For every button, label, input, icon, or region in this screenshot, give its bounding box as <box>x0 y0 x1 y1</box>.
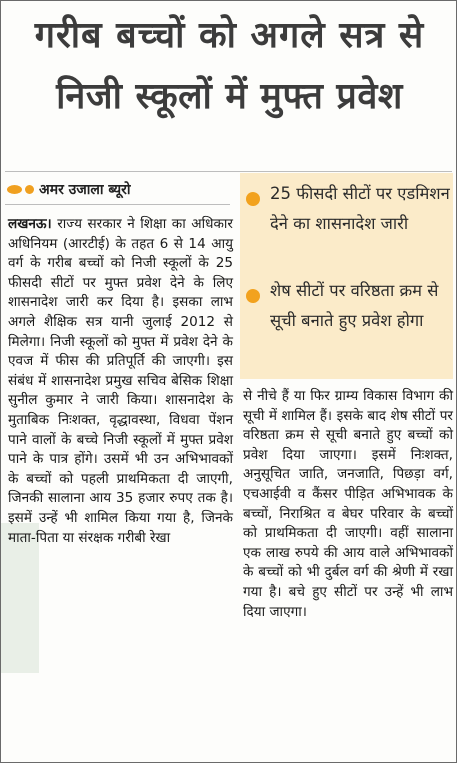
highlight-text: शेष सीटों पर वरिष्ठता क्रम से सूची बनाते हुए प्रवेश होगा <box>270 281 439 330</box>
byline-divider <box>5 204 230 205</box>
highlight-item <box>240 276 453 336</box>
article-column-left <box>8 215 233 548</box>
bullet-dot-icon <box>25 185 34 194</box>
byline-text: अमर उजाला ब्यूरो <box>39 182 131 198</box>
highlight-box <box>240 173 453 379</box>
highlight-text: 25 फीसदी सीटों पर एडमिशन देने का शासनादेश जारी <box>270 184 450 233</box>
bullet-dot-icon <box>7 185 22 194</box>
bullet-dot-icon <box>246 192 260 206</box>
article-column-right <box>243 387 453 622</box>
headline-line-1: गरीब बच्चों को अगले सत्र से <box>34 15 425 56</box>
byline <box>7 180 131 199</box>
article-text-right: से नीचे हैं या फिर ग्राम्य विकास विभाग की सूची में शामिल हैं। इसके बाद शेष सीटों पर वरिष्ठता क्रम से सूची बनाते हुए बच्चों को प्रवेश दिया जाएगा। इसमें निःशक्त, अनुसूचित जाति, जनजाति, पिछड़ा वर्ग, एचआईवी व कैंसर पीड़ित अभिभावक के बच्चों, निराश्रित व बेघर परिवार के बच्चों को प्राथमिकता दी जाएगी। वहीं सालाना एक लाख रुपये की आय वाले अभिभावकों के बच्चों को भी दुर्बल वर्ग की श्रेणी में रखा गया है। बचे हुए सीटों पर उन्हें भी लाभ दिया जाएगा। <box>243 388 453 620</box>
highlight-item <box>240 179 453 239</box>
bullet-dot-icon <box>246 289 260 303</box>
dateline: लखनऊ। <box>8 216 52 232</box>
headline <box>1 5 457 127</box>
headline-line-2: निजी स्कूलों में मुफ्त प्रवेश <box>56 76 403 117</box>
article-text-left: राज्य सरकार ने शिक्षा का अधिकार अधिनियम (आरटीई) के तहत 6 से 14 आयु वर्ग के गरीब बच्चों को निजी स्कूलों के 25 फीसदी सीटों पर मुफ्त प्रवेश देने के लिए शासनादेश जारी कर दिया है। इसका लाभ अगले शैक्षिक सत्र यानी जुलाई 2012 से मिलेगा। निजी स्कूलों को मुफ्त में प्रवेश देने के एवज में फीस की प्रतिपूर्ति की जाएगी। इस संबंध में शासनादेश प्रमुख सचिव बेसिक शिक्षा सुनील कुमार ने जारी किया। शासनादेश के मुताबिक निःशक्त, वृद्धावस्था, विधवा पेंशन पाने वालों के बच्चे निजी स्कूलों में मुफ्त प्रवेश पाने के पात्र होंगे। उसमें भी उन अभिभावकों के बच्चों को पहली प्राथमिकता दी जाएगी, जिनकी सालाना आय 35 हजार रुपए तक है। इसमें उन्हें भी शामिल किया गया है, जिनके माता-पिता या संरक्षक गरीबी रेखा <box>8 216 233 546</box>
headline-divider <box>5 171 452 172</box>
